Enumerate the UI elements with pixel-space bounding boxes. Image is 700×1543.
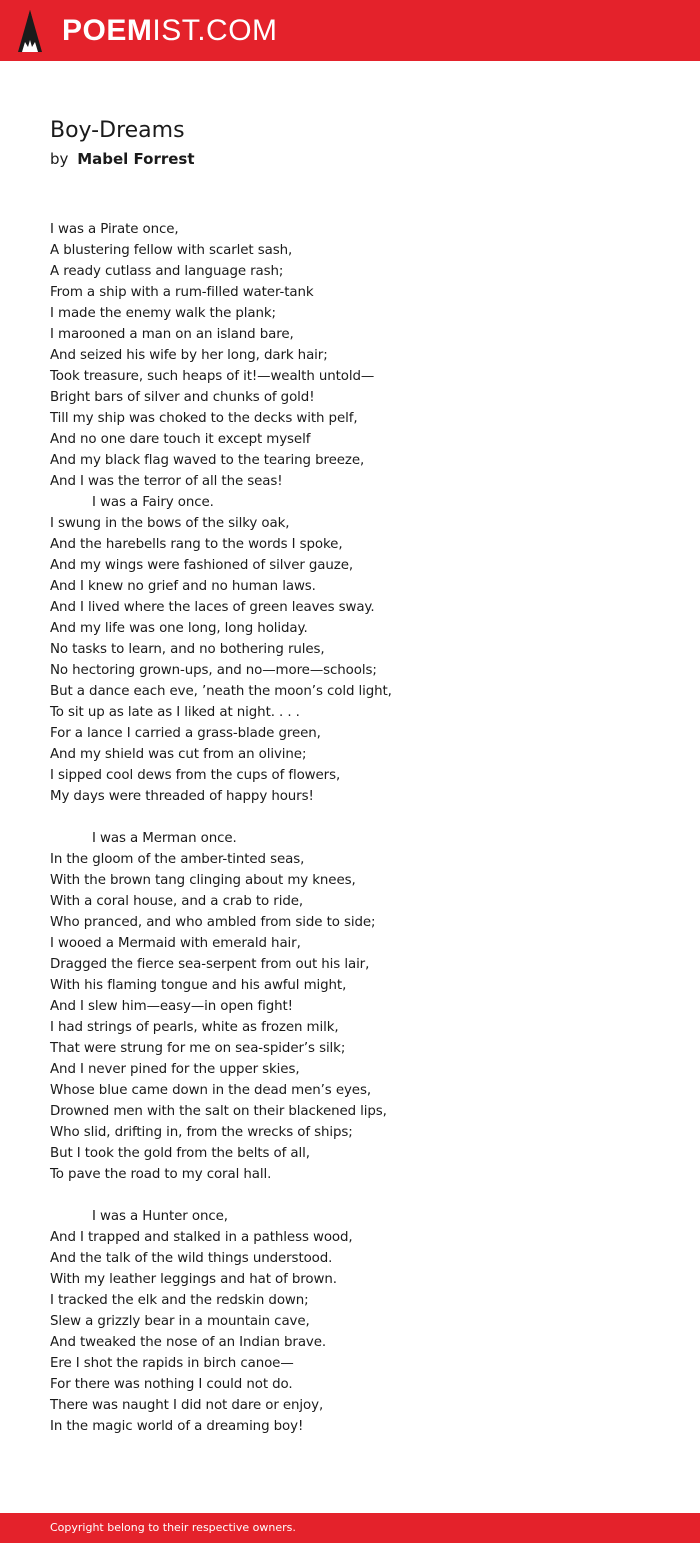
poem-line: I wooed a Mermaid with emerald hair, <box>50 936 301 951</box>
poem-line: Slew a grizzly bear in a mountain cave, <box>50 1314 310 1329</box>
poem-line: And seized his wife by her long, dark hair; <box>50 348 328 363</box>
poem-line: And the harebells rang to the words I spoke, <box>50 537 343 552</box>
poem-line: With his flaming tongue and his awful might, <box>50 978 347 993</box>
poem-line: I made the enemy walk the plank; <box>50 306 276 321</box>
poem-line: In the magic world of a dreaming boy! <box>50 1419 304 1434</box>
poem-line: I sipped cool dews from the cups of flowers, <box>50 768 341 783</box>
poem-body <box>50 219 670 1437</box>
poem-line: And I was the terror of all the seas! <box>50 474 283 489</box>
poem-line: Bright bars of silver and chunks of gold! <box>50 390 315 405</box>
poem-line: My days were threaded of happy hours! <box>50 789 314 804</box>
poem-line: Drowned men with the salt on their blackened lips, <box>50 1104 387 1119</box>
poem-line: And tweaked the nose of an Indian brave. <box>50 1335 327 1350</box>
poem-line: With the brown tang clinging about my knees, <box>50 873 356 888</box>
poem-line: A ready cutlass and language rash; <box>50 264 284 279</box>
poem-line: And I never pined for the upper skies, <box>50 1062 300 1077</box>
poem-line: I had strings of pearls, white as frozen milk, <box>50 1020 339 1035</box>
poem-line: I swung in the bows of the silky oak, <box>50 516 290 531</box>
poem-line: A blustering fellow with scarlet sash, <box>50 243 293 258</box>
poem-line: Took treasure, such heaps of it!—wealth untold— <box>50 369 375 384</box>
poem-line: And my black flag waved to the tearing breeze, <box>50 453 365 468</box>
copyright-notice: Copyright belong to their respective owners. <box>50 1521 296 1534</box>
poem-line: No hectoring grown-ups, and no—more—schools; <box>50 663 377 678</box>
site-footer <box>0 1513 700 1543</box>
poem-line: I was a Merman once. <box>92 831 237 846</box>
poem-line: That were strung for me on sea-spider’s silk; <box>50 1041 346 1056</box>
poem-line: I marooned a man on an island bare, <box>50 327 294 342</box>
logo-text-light: IST.COM <box>152 14 278 47</box>
poem-line: I was a Hunter once, <box>92 1209 228 1224</box>
site-header <box>0 0 700 61</box>
poem-line: For a lance I carried a grass-blade green, <box>50 726 321 741</box>
poem-line: But I took the gold from the belts of all, <box>50 1146 310 1161</box>
poem-line: To sit up as late as I liked at night. . . . <box>50 705 300 720</box>
poem-line: I was a Pirate once, <box>50 222 179 237</box>
pencil-tip-icon <box>17 9 43 53</box>
poem-line: And no one dare touch it except myself <box>50 432 311 447</box>
poem-line: And I slew him—easy—in open fight! <box>50 999 293 1014</box>
poem-line: And my wings were fashioned of silver gauze, <box>50 558 354 573</box>
poem-line: For there was nothing I could not do. <box>50 1377 293 1392</box>
stanza-break <box>50 1185 670 1206</box>
poem-line: No tasks to learn, and no bothering rules, <box>50 642 325 657</box>
poem-line: I was a Fairy once. <box>92 495 214 510</box>
poem-line: And I knew no grief and no human laws. <box>50 579 316 594</box>
poem-line: And I lived where the laces of green leaves sway. <box>50 600 375 615</box>
poem-byline <box>50 148 195 170</box>
poem-line: To pave the road to my coral hall. <box>50 1167 272 1182</box>
stanza-break <box>50 807 670 828</box>
poem-line: With my leather leggings and hat of brown. <box>50 1272 337 1287</box>
logo-text-bold: POEM <box>62 14 153 47</box>
site-logo-text <box>62 16 278 46</box>
poem-line: Till my ship was choked to the decks with pelf, <box>50 411 358 426</box>
poem-title: Boy-Dreams <box>50 118 185 143</box>
poem-line: Whose blue came down in the dead men’s eyes, <box>50 1083 371 1098</box>
author-name: Mabel Forrest <box>77 150 195 168</box>
poem-line: Ere I shot the rapids in birch canoe— <box>50 1356 294 1371</box>
poem-line: From a ship with a rum-filled water-tank <box>50 285 314 300</box>
poem-line: There was naught I did not dare or enjoy, <box>50 1398 324 1413</box>
poem-line: And my shield was cut from an olivine; <box>50 747 307 762</box>
poem-line: And I trapped and stalked in a pathless wood, <box>50 1230 353 1245</box>
poem-line: In the gloom of the amber-tinted seas, <box>50 852 305 867</box>
poem-line: With a coral house, and a crab to ride, <box>50 894 304 909</box>
by-label: by <box>50 150 69 168</box>
poem-line: But a dance each eve, ’neath the moon’s cold light, <box>50 684 392 699</box>
poem-line: And the talk of the wild things understood. <box>50 1251 333 1266</box>
site-logo-link[interactable] <box>17 8 278 54</box>
poem-line: I tracked the elk and the redskin down; <box>50 1293 309 1308</box>
poem-line: Who pranced, and who ambled from side to side; <box>50 915 376 930</box>
poem-line: And my life was one long, long holiday. <box>50 621 308 636</box>
poem-line: Dragged the fierce sea-serpent from out his lair, <box>50 957 370 972</box>
poem-line: Who slid, drifting in, from the wrecks of ships; <box>50 1125 353 1140</box>
